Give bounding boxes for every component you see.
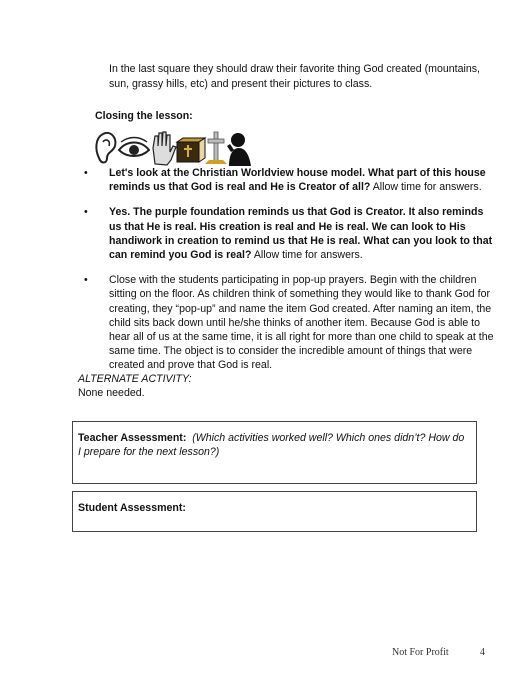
ear-icon xyxy=(96,133,115,163)
alternate-activity-title: ALTERNATE ACTIVITY: xyxy=(78,373,192,385)
student-assessment-box[interactable] xyxy=(72,491,477,532)
hand-icon xyxy=(153,132,176,165)
praying-child-icon xyxy=(227,133,251,166)
footer-text: Not For Profit xyxy=(392,647,449,658)
student-assessment-label: Student Assessment: xyxy=(78,502,186,514)
page-number: 4 xyxy=(480,647,485,658)
eye-icon xyxy=(119,138,149,157)
teacher-assessment-text xyxy=(78,431,468,459)
closing-heading: Closing the lesson: xyxy=(95,110,193,122)
list-item xyxy=(84,205,496,262)
bible-icon xyxy=(177,138,205,162)
alternate-activity-text: None needed. xyxy=(78,387,145,399)
teacher-assessment-label: Teacher Assessment: xyxy=(78,432,187,444)
list-item xyxy=(84,166,496,194)
closing-bullet-list xyxy=(84,166,496,384)
student-assessment-text xyxy=(78,501,468,515)
bullet-normal-text: Allow time for answers. xyxy=(370,181,482,194)
senses-icon-strip xyxy=(93,128,253,168)
bullet-marker: • xyxy=(84,167,88,179)
bullet-bold-text: Let's look at the Christian Worldview house model. What part of this house reminds us that God is real and He is Creator of all? xyxy=(109,167,486,194)
bullet-marker: • xyxy=(84,206,88,219)
cross-icon xyxy=(205,132,227,164)
teacher-assessment-box[interactable] xyxy=(72,421,477,484)
teacher-assessment-prompt: (Which activities worked well? Which ones didn’t? How do I prepare for the next lesson?) xyxy=(78,432,465,458)
bullet-normal-text: Allow time for answers. xyxy=(251,249,363,262)
list-item xyxy=(84,273,496,372)
bullet-normal-text: Close with the students participating in pop-up prayers. Begin with the children sitting on the floor. As children think of something they would like to thank God for creating, they “pop-up” and name the item God created. After naming an item, the child sits back down until he/she thinks of another item. Because God is able to hear all of us at the same time, it is all right for more than one child to speak at the same time. The object is to consider the incredible amount of things that were created and prove that God is real. xyxy=(109,274,494,372)
bullet-bold-text: Yes. The purple foundation reminds us that God is Creator. It also reminds us that He is real. His creation is real and He is real. We can look to His handiwork in creation to remind us that He is real. What can you look to that can remind you God is real? xyxy=(109,206,493,262)
bullet-marker: • xyxy=(84,274,88,287)
intro-paragraph: In the last square they should draw their favorite thing God created (mountains, sun, grassy hills, etc) and present their pictures to class. xyxy=(109,63,480,90)
